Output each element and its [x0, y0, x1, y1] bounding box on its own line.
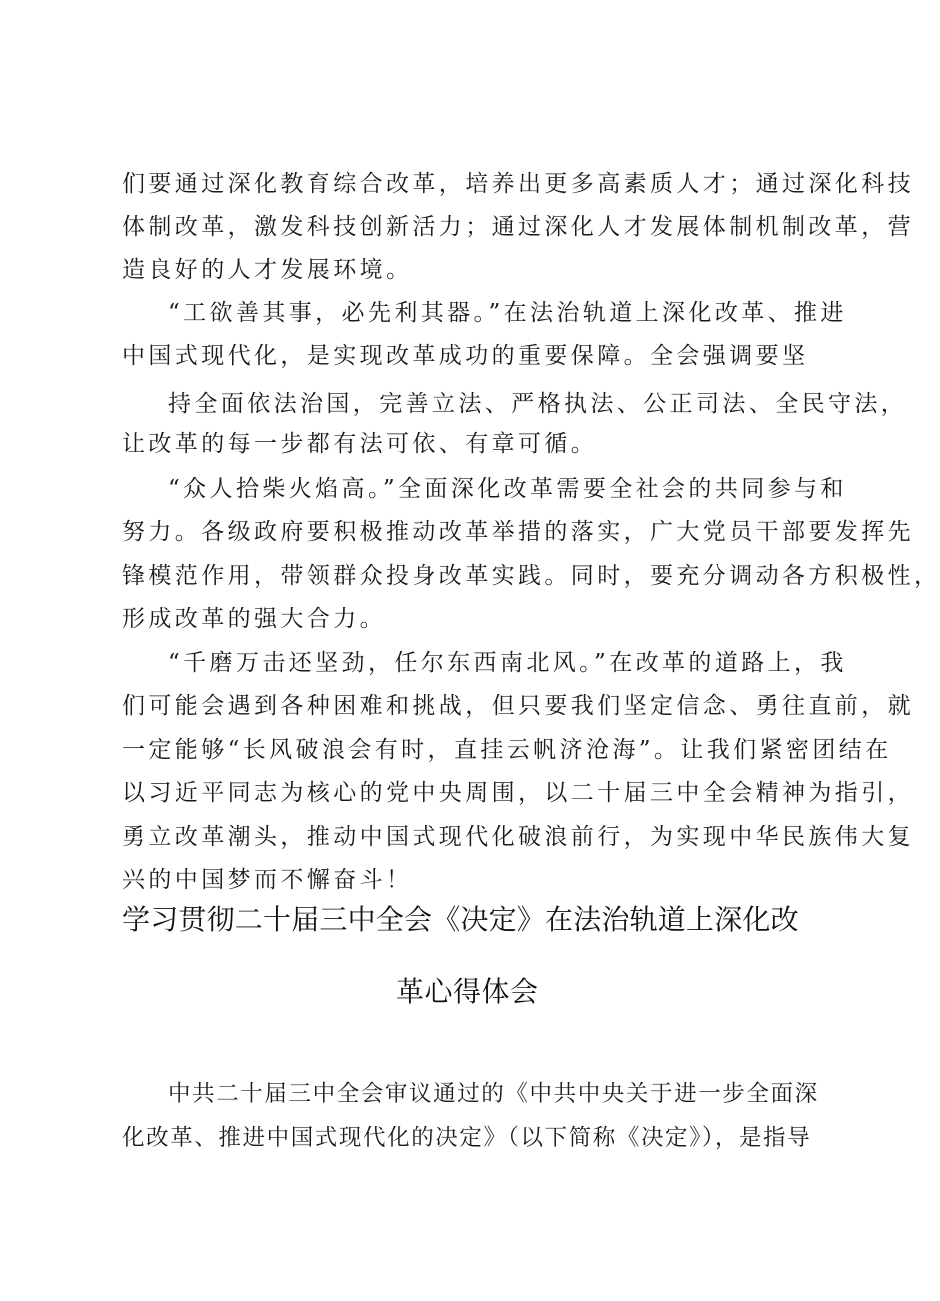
body-line: “千磨万击还坚劲，任尔东西南北风。”在改革的道路上，我 [168, 650, 847, 676]
body-line: 一定能够“长风破浪会有时，直挂云帆济沧海”。让我们紧密团结在 [122, 737, 892, 763]
intro-line: 化改革、推进中国式现代化的决定》（以下简称《决定》），是指导 [122, 1125, 812, 1151]
body-line: 勇立改革潮头，推动中国式现代化破浪前行，为实现中华民族伟大复 [122, 824, 914, 850]
body-line: 让改革的每一步都有法可依、有章可循。 [122, 431, 598, 457]
article-title-line-2: 革心得体会 [396, 975, 539, 1008]
body-line: 锋模范作用，带领群众投身改革实践。同时，要充分调动各方积极性， [122, 563, 940, 589]
body-line: 造良好的人才发展环境。 [122, 257, 413, 283]
body-line: 兴的中国梦而不懈奋斗！ [122, 867, 413, 893]
intro-line: 中共二十届三中全会审议通过的《中共中央关于进一步全面深 [168, 1081, 819, 1107]
body-line: 形成改革的强大合力。 [122, 606, 386, 632]
body-line: “工欲善其事，必先利其器。”在法治轨道上深化改革、推进 [168, 300, 847, 326]
body-line: 体制改革，激发科技创新活力；通过深化人才发展体制机制改革，营 [122, 214, 914, 240]
body-line: 以习近平同志为核心的党中央周围，以二十届三中全会精神为指引， [122, 780, 914, 806]
article-title-line-1: 学习贯彻二十届三中全会《决定》在法治轨道上深化改 [122, 903, 799, 936]
body-line: 努力。各级政府要积极推动改革举措的落实，广大党员干部要发挥先 [122, 519, 914, 545]
body-line: 们可能会遇到各种困难和挑战，但只要我们坚定信念、勇往直前，就 [122, 693, 914, 719]
body-line: 们要通过深化教育综合改革，培养出更多高素质人才；通过深化科技 [122, 171, 914, 197]
body-line: 持全面依法治国，完善立法、严格执法、公正司法、全民守法， [168, 391, 908, 417]
body-line: 中国式现代化，是实现改革成功的重要保障。全会强调要坚 [122, 343, 809, 369]
body-line: “众人拾柴火焰高。”全面深化改革需要全社会的共同参与和 [168, 476, 847, 502]
